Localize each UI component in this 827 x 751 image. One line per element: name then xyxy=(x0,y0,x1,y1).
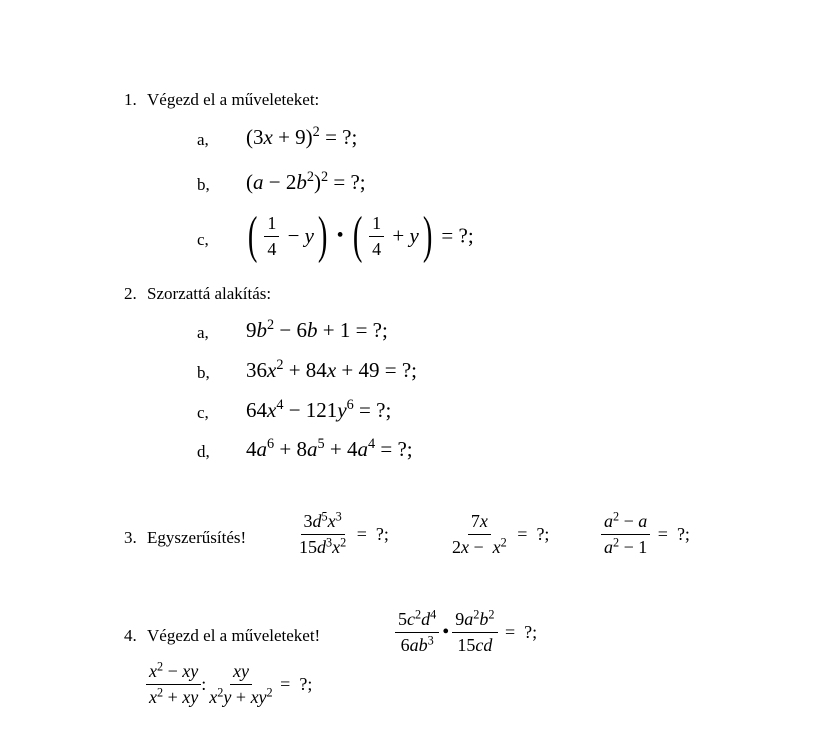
problem-2-number: 2. xyxy=(124,284,137,303)
p1-c-frac1-num: 1 xyxy=(264,214,279,237)
problem-1-title: Végezd el a műveleteket: xyxy=(147,90,320,109)
p2-c-expression: $64x^4 - 121y^6$ = ?; xyxy=(246,397,392,422)
problem-1-number: 1. xyxy=(124,90,137,109)
p1-a-label: a, xyxy=(197,130,209,149)
p1-c-expression: ( $\frac{1}{4}$ − y) • ( $\frac{1}{4}$ + y) = ?; xyxy=(247,207,474,264)
p3-expression-3: $\frac{a^2 - a}{a^2 - 1}$ = ?; xyxy=(598,512,690,557)
problem-3-heading xyxy=(124,528,246,548)
problem-3-number: 3. xyxy=(124,528,137,547)
p1-b-expression: $(a - 2b^2)^2$ = ?; xyxy=(246,169,366,194)
p2-c-answer: ?; xyxy=(376,398,392,422)
problem-2-title: Szorzattá alakítás: xyxy=(147,284,272,303)
problem-1-heading xyxy=(124,90,319,110)
p2-d-expression: $4a^6 + 8a^5 + 4a^4$ = ?; xyxy=(246,436,413,461)
p2-d-label: d, xyxy=(197,442,210,461)
p2-a-label: a, xyxy=(197,323,209,342)
p1-b-label: b, xyxy=(197,175,210,194)
p1-c-frac1-den: 4 xyxy=(267,238,277,259)
p2-b-expression: $36x^2 + 84x + 49$ = ?; xyxy=(246,357,417,382)
p2-c-label: c, xyxy=(197,403,209,422)
p1-c-frac2-den: 4 xyxy=(372,238,382,259)
problem-2-heading xyxy=(124,284,271,304)
p1-c-label: c, xyxy=(197,230,209,249)
problem-3-title: Egyszerűsítés! xyxy=(147,528,247,547)
p2-b-answer: ?; xyxy=(401,358,417,382)
p1-b-answer: ?; xyxy=(350,170,366,194)
p4-expression-2: $\frac{x^2 - xy}{x^2 + xy}$ : $\frac{xy}{x^2y + xy^2}$ = ?; xyxy=(146,662,312,707)
p2-b-label: b, xyxy=(197,363,210,382)
p1-a-expression: $(3x + 9)^2$ = ?; xyxy=(246,124,358,149)
problem-4-number: 4. xyxy=(124,626,137,645)
problem-4-heading xyxy=(124,626,320,646)
p1-c-frac2-num: 1 xyxy=(369,214,384,237)
p4-answer-1: ?; xyxy=(524,621,538,642)
p3-answer-1: ?; xyxy=(375,523,389,544)
p3-expression-1: $\frac{3d^5x^3}{15d^3x^2}$ = ?; xyxy=(299,509,389,557)
p2-a-expression: $9b^2 - 6b + 1$ = ?; xyxy=(246,317,388,342)
p2-a-answer: ?; xyxy=(372,318,388,342)
p4-expression-1: $\frac{5c^2d^4}{6ab^3}$ • $\frac{9a^2b^2}{15cd}$ = ?; xyxy=(392,610,537,655)
p4-answer-2: ?; xyxy=(299,673,313,694)
p1-a-answer: ?; xyxy=(342,125,358,149)
p1-c-answer: ?; xyxy=(458,223,474,248)
p3-expression-2: $\frac{7x}{2x - x^2}$ = ?; xyxy=(452,511,550,557)
problem-4-title: Végezd el a műveleteket! xyxy=(147,626,321,645)
p2-d-answer: ?; xyxy=(397,437,413,461)
p3-answer-2: ?; xyxy=(536,523,550,544)
p3-answer-3: ?; xyxy=(676,523,690,544)
